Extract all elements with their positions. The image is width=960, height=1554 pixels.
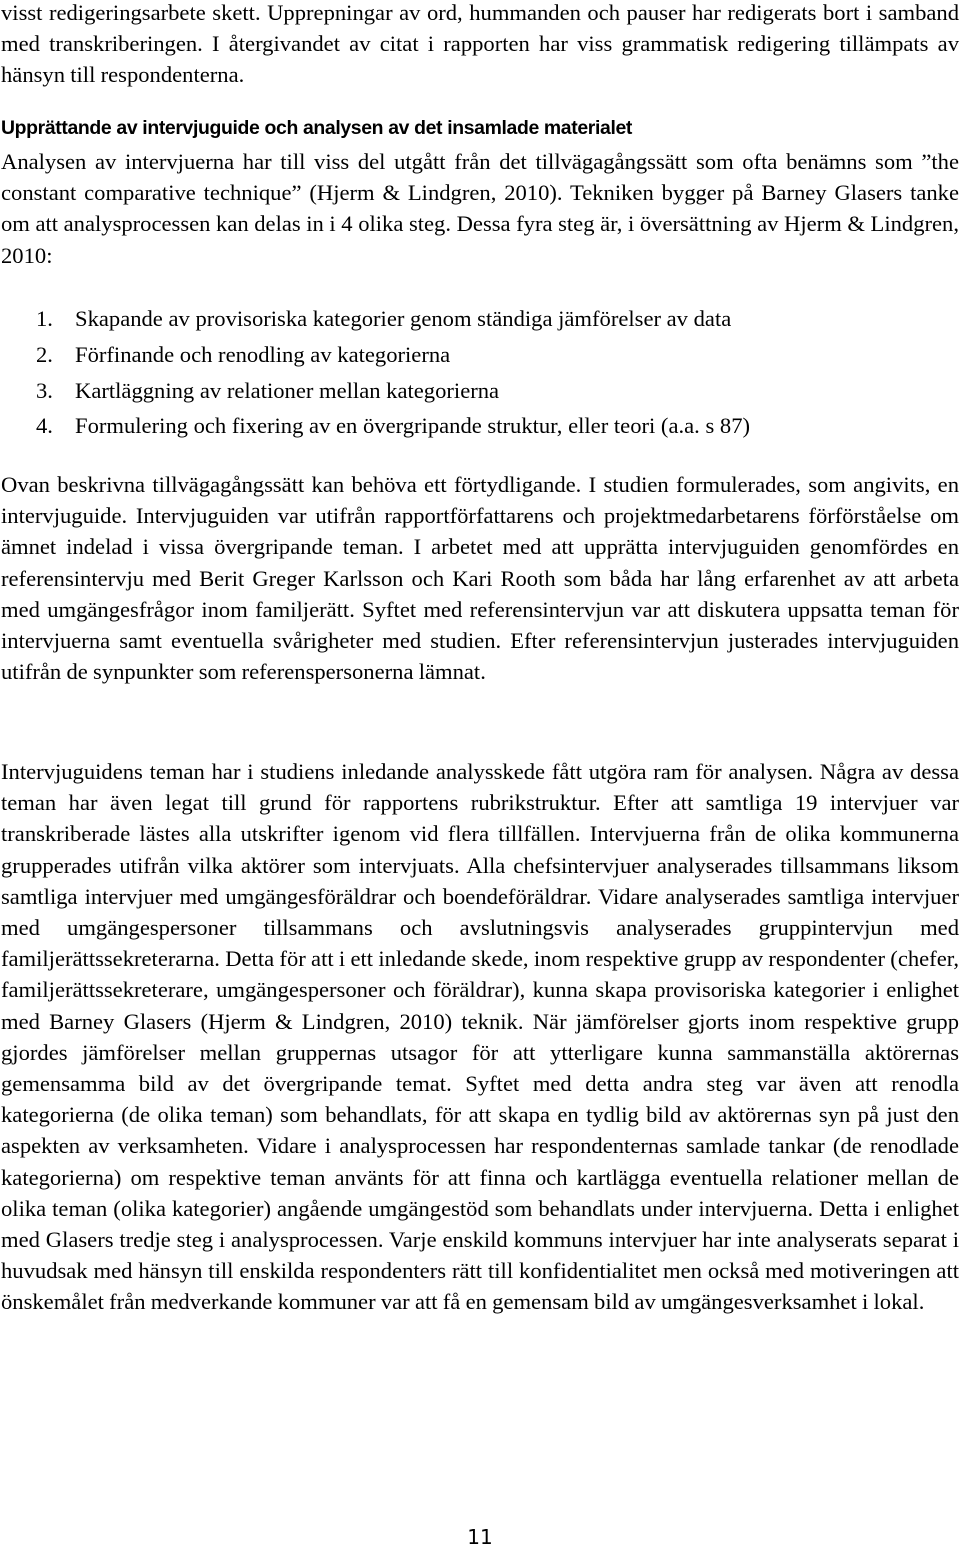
list-item-number: 4. [36, 413, 53, 439]
list-item-text: Skapande av provisoriska kategorier genom ständiga jämförelser av data [75, 306, 732, 331]
list-item [36, 375, 750, 411]
list-item-text: Kartläggning av relationer mellan kategorierna [75, 377, 500, 403]
list-item [36, 410, 750, 446]
list-item-number: 2. [36, 341, 53, 367]
section-heading: Upprättande av intervjuguide och analysen av det insamlade materialet [1, 117, 633, 139]
page-number: 11 [467, 1525, 493, 1549]
list-item-text: Formulering och fixering av en övergripande struktur, eller teori (a.a. s 87) [75, 413, 751, 439]
method-paragraph: Analysen av intervjuerna har till viss del utgått från det tillvägagångssätt som ofta benämns som ”the constant comparative technique” (Hjerm & Lindgren, 2010). Tekniken bygger på Barney Glasers tanke om att analysprocessen kan delas in i 4 olika steg. Dessa fyra steg är, i översättning av Hjerm & Lindgren, 2010: [1, 149, 959, 268]
list-item-text: Förfinande och renodling av kategorierna [75, 341, 451, 367]
list-item-number: 1. [36, 306, 53, 331]
list-item-number: 3. [36, 377, 53, 403]
list-item [36, 339, 750, 375]
intro-paragraph: visst redigeringsarbete skett. Upprepningar av ord, hummanden och pauser har redigerats bort i samband med transkriberingen. I återgivandet av citat i rapporten har viss grammatisk redigering tillämpats av hänsyn till respondenterna. [1, 0, 959, 88]
analysis-steps-list [36, 303, 750, 446]
guide-paragraph: Ovan beskrivna tillvägagångssätt kan behöva ett förtydligande. I studien formulerades, som angivits, en intervjuguide. Intervjuguiden var utifrån rapportförfattarens och projektmedarbetarens förförståelse om ämnet indelad i vissa övergripande teman. I arbetet med att upprätta intervjuguiden genomfördes en referensintervju med Berit Greger Karlsson och Kari Rooth som båda har lång erfarenhet av att arbeta med umgängesfrågor inom familjerätt. Syftet med referensintervjun var att diskutera uppsatta teman för intervjuerna samt eventuella svårigheter med studien. Efter referensintervjun justerades intervjuguiden utifrån de synpunkter som referenspersonerna lämnat. [1, 472, 959, 685]
analysis-paragraph: Intervjuguidens teman har i studiens inledande analysskede fått utgöra ram för analysen. Några av dessa teman har även legat till grund för rapportens rubrikstruktur. Efter att samtliga 19 intervjuer var transkriberade lästes alla utskrifter igenom vid flera tillfällen. Intervjuerna från de olika kommunerna grupperades utifrån vilka aktörer som intervjuats. Alla chefsintervjuer analyserades tillsammans liksom samtliga intervjuer med umgängesföräldrar och boendeföräldrar. Vidare analyserades samtliga intervjuer med umgängespersoner tillsammans och avslutningsvis analyserades gruppintervjun med familjerättssekreterarna. Detta för att i ett inledande skede, inom respektive grupp av respondenter (chefer, familjerättssekreterare, umgängespersoner och föräldrar), kunna skapa provisoriska kategorier i enlighet med Barney Glasers (Hjerm & Lindgren, 2010) teknik. När jämförelser gjorts inom respektive grupp gjordes jämförelser mellan gruppernas utsagor för att ytterligare kunna sammanställa aktörernas gemensamma bild av det övergripande temat. Syftet med detta andra steg var även att renodla kategorierna (de olika teman) som behandlats, för att skapa en tydlig bild av aktörernas syn på just den aspekten av verksamheten. Vidare i analysprocessen har respondenternas samlade tankar (de renodlade kategorierna) om respektive teman använts för att finna och kartlägga eventuella relationer mellan de olika teman (olika kategorier) angående umgängestöd som behandlats under intervjuerna. Detta i enlighet med Glasers tredje steg i analysprocessen. Varje enskild kommuns intervjuer har inte analyserats separat i huvudsak med hänsyn till enskilda respondenters rätt till konfidentialitet men också med motiveringen att önskemålet från medverkande kommuner var att få en gemensam bild av umgängesverksamhet i lokal. [1, 759, 959, 1315]
list-item [36, 303, 750, 339]
